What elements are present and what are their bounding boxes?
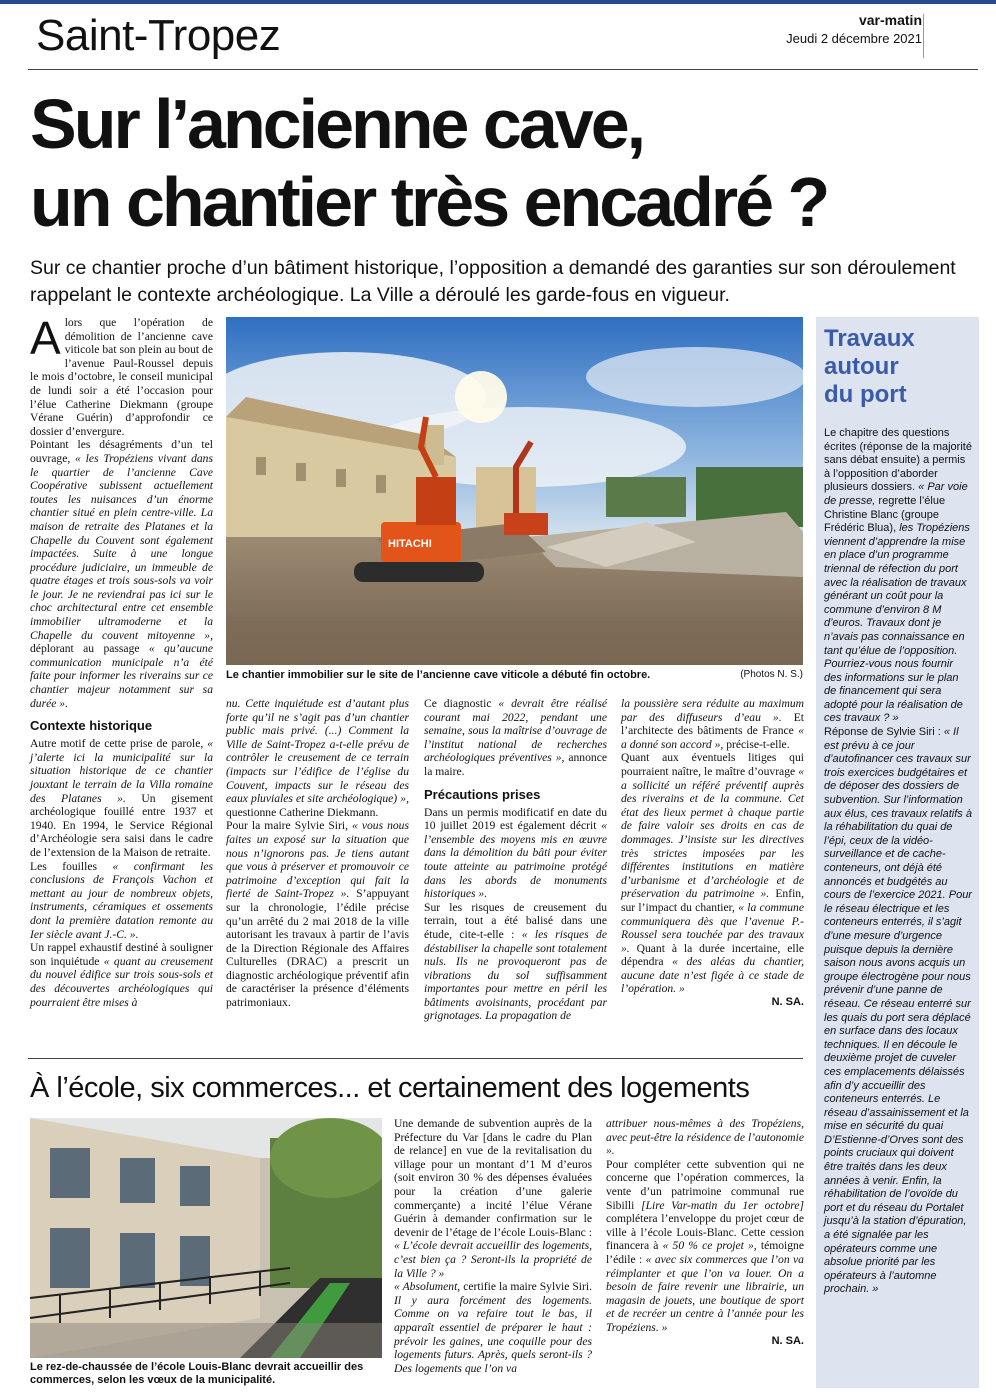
text: Réponse de Sylvie Siri :: [824, 726, 944, 739]
quote: « devrait être réalisé courant mai 2022, pendant une semaine, sous la maîtrise d’ouvrage de l’institut national de recherches archéologiques préventives »,: [424, 697, 607, 765]
article-column-4: [621, 697, 804, 1010]
paragraph: [824, 726, 972, 1297]
text: Le chapitre des questions écrites (réponse de la majorité sans débat ensuite) a permis à l’opposition d’aborder plusieurs dossiers.: [824, 427, 972, 494]
sidebar-title-line: Travaux: [824, 325, 915, 352]
paragraph: [606, 1158, 804, 1335]
photo-caption: [226, 669, 803, 681]
quote: Il y aura forcément des logements. Comme on va refaire tout le bas, il apparaît essentiel de préparer le haut : prévoir les gaines, une coquille pour des logements futurs. Après, quels seront-ils ? Des logements que l’on va: [394, 1293, 592, 1375]
quote: « l’ensemble des moyens mis en œuvre dans la démolition du bâti pour éviter toute atteinte au patrimoine protégé dans les abords de monuments historiques ».: [424, 819, 607, 901]
quote: « avec six commerces que l’on va réimplanter et que l’on va louer. On a besoin de faire revenir une librairie, un magasin de jouets, une boutique de sport et de recréer un centre à l’année pour les Tropéziens. »: [606, 1252, 804, 1334]
headline-line-1: Sur l’ancienne cave,: [30, 85, 644, 163]
text: Pointant les désagréments d’un tel ouvrage,: [30, 438, 213, 465]
paragraph: [424, 901, 607, 1023]
quote: « 50 % ce projet »,: [662, 1239, 757, 1253]
quote: « Absolument,: [394, 1280, 461, 1294]
text: Dans un permis modificatif en date du 10 juillet 2019 est également décrit: [424, 805, 607, 833]
photo-credit: (Photos N. S.): [740, 669, 803, 680]
reference: [Lire Var-matin du 1er octobre]: [641, 1198, 804, 1212]
construction-site-illustration: [226, 317, 803, 665]
paragraph: [226, 697, 409, 819]
quote: « la commune communiquera dès que l’avenue P.-Roussel sera touchée par des travaux ».: [621, 900, 804, 955]
text: Les fouilles: [30, 859, 113, 873]
header-rule: [28, 69, 978, 70]
article-column-1: [30, 312, 214, 1009]
quote: les Tropéziens viennent d’apprendre la mise en place d’un programme triennal de réfection du port avec la réalisation de travaux générant un coût pour la commune d’environ 8 M d’euros. Travaux dont je n’avais pas connaissance en tant qu’élue de l’opposition. Pourriez-vous nous fournir des informations sur le plan de financement qui sera adopté pour la réalisation de ces travaux ? »: [824, 522, 970, 725]
quote: « a donné son accord »,: [621, 724, 804, 751]
text: Ce diagnostic: [424, 697, 499, 710]
paragraph: [30, 438, 213, 710]
section-rule: [28, 1058, 803, 1059]
paragraph: [424, 806, 607, 901]
quote: « les Tropéziens vivant dans le quartier de l’ancienne Cave Coopérative subissent actuellement toutes les nuisances d’un énorme chantier situé en plein centre-ville. La maison de retraite des Platanes et la Chapelle du Couvent sont également impactées. Suite à une longue procédure judiciaire, un immeuble de quatre étages et trois sous-sols va voir le jour. Je ne reviendrai pas ici sur le choc architectural entre cet ensemble immobilier ultramoderne et la Chapelle du couvent mitoyenne »,: [30, 451, 213, 642]
text: Et l’architecte des bâtiments de France: [621, 710, 805, 738]
paragraph: [621, 751, 804, 996]
paragraph: [824, 427, 972, 726]
text: Quant à la durée incertaine, elle dépendra: [621, 941, 804, 969]
author-signature: N. SA.: [771, 1334, 804, 1347]
caption-text: Le chantier immobilier sur le site de l’ancienne cave viticole a débuté fin octobre.: [226, 669, 651, 681]
text: regrette l’élue Christine Blanc (groupe Frédéric Blua),: [824, 494, 946, 535]
text: certifie la maire Sylvie Siri.: [460, 1280, 592, 1294]
paragraph: [30, 941, 213, 1009]
paragraph: [394, 1117, 592, 1280]
section-title: Saint-Tropez: [36, 11, 281, 60]
article-column-2: [226, 697, 409, 1010]
sidebar-body: [824, 427, 972, 1297]
quote: « qu’aucune communication municipale n’a été faite pour informer les riverains sur ce chantier majeur notamment sur sa durée ».: [30, 642, 213, 710]
quote: « L’école devrait accueillir des logements, c’est bien ça ? Seront-ils la propriété de la Ville ? »: [394, 1239, 592, 1280]
school-photo: [30, 1118, 382, 1358]
construction-site-photo: [226, 317, 803, 665]
article2-column-1: [394, 1117, 592, 1375]
sidebar-title-line: autour: [824, 353, 899, 380]
quote: « confirmant les conclusions de François Vachon et mettant au jour de nombreux objets, instruments, céramiques et ossements dont la première datation remonte au Ier siècle avant J.-C. ».: [30, 859, 214, 941]
text: Pour compléter cette subvention qui ne concerne que l’opération commerces, la vente d’un patrimoine communal rue Sibilli: [606, 1157, 804, 1212]
sidebar-title-line: du port: [824, 381, 907, 408]
paragraph: [30, 737, 213, 859]
text: Quant aux éventuels litiges qui pourraient naître, le maître d’ouvrage: [621, 751, 804, 778]
paragraph: [424, 697, 607, 779]
school-photo-caption: Le rez-de-chaussée de l’école Louis-Blanc devrait accueillir des commerces, selon les vœux de la municipalité.: [30, 1361, 364, 1386]
top-color-bar: [0, 0, 996, 4]
text: S’appuyant sur la chronologie, l’édile précise qu’un arrêté du 2 mai 2018 de la ville autorisant les travaux à partir de l’avis de la Direction Régionale des Affaires Culturelles (DRAC) a prescrit un diagnostic archéologique préventif afin de caractériser la présence d’éléments patrimoniaux.: [226, 887, 409, 1010]
text: Un gisement archéologique fouillé entre 1937 et 1940. En 1994, le Service Régional d’Archéologie sera saisi dans le cadre de l’extension de la Maison de retraite.: [30, 791, 213, 859]
article-column-3: [424, 697, 607, 1023]
subheading: Précautions prises: [424, 786, 541, 802]
paragraph: [621, 697, 804, 751]
quote: « j’alerte ici la municipalité sur la situation historique de ce chantier jouxtant le terrain de la Villa romaine des Platanes ».: [30, 737, 213, 805]
sidebar-box: [816, 317, 979, 1388]
text: Une demande de subvention auprès de la Préfecture du Var [dans le cadre du Plan de relance] en vue de la revitalisation du village pour un montant d’1 M d’euros (soit environ 30 % des dépenses évaluées pour la création d’une galerie commerçante) a incité l’élue Vérane Guérin à demander confirmation sur le devenir de l’étage de l’école Louis-Blanc :: [394, 1117, 592, 1239]
text: précise-t-elle.: [723, 737, 790, 751]
quote: « vous nous faites un exposé sur la situation que nous n’ignorons pas. Je tiens autant que vous à préserver et promouvoir ce patrimoine d’exception qui fait la fierté de Saint-Tropez ».: [226, 819, 409, 901]
quote: « Il est prévu à ce jour d’autofinancer ces travaux sur trois exercices budgétaires et de déposer des dossiers de subvention. Sur l’information aux élus, ces travaux relatifs à la réhabilitation du quai de l’épi, ceux de la vidéo-surveillance et de cache-conteneurs, ont déjà été annoncés et budgétés au cours de l’exercice 2021. Pour le réseau électrique et les conteneurs enterrés, il s’agit d’une mesure d’urgence puisque depuis la dernière saison nous avons acquis un groupe électrogène pour nous prévenir d’une panne de réseau. Ce réseau enterré sur les quais du port sera déplacé en surface dans des locaux techniques. Il en découle le deuxième projet de cuveler ces emplacements délaissés afin d’y accueillir des conteneurs enterrés. Le réseau d’assainissement et la mise en sécurité du quai D’Estienne-d’Orves sont des points cruciaux qui doivent être traités dans les deux années à venir. Enfin, la réhabilitation de l’ovoïde du port et du réseau du Portalet jusqu’à la station d’épuration, a été signalée par les opérateurs comme une absolue priorité par les opérateurs à l’automne prochain. »: [824, 726, 972, 1296]
second-headline: À l’école, six commerces... et certainement des logements: [30, 1072, 750, 1104]
text: complétera l’enveloppe du projet cœur de ville à l’école Louis-Blanc. Cette cession financera à: [606, 1212, 804, 1253]
excavator-brand: HITACHI: [388, 538, 432, 550]
headline-line-2: un chantier très encadré ?: [30, 163, 828, 241]
paragraph: [226, 819, 409, 1009]
text: Un rappel exhaustif destiné à souligner son inquiétude: [30, 941, 213, 968]
dropcap: A: [30, 312, 61, 364]
paragraph: [30, 860, 213, 942]
headline: [30, 85, 970, 241]
text: déplorant au passage: [30, 642, 149, 656]
text: Pour la maire Sylvie Siri,: [226, 819, 353, 833]
text: Sur les risques de creusement du terrain, tout a été balisé dans une étude, cite-t-elle :: [424, 900, 607, 941]
quote: « Par voie de presse,: [824, 481, 968, 507]
text: Autre motif de cette prise de parole,: [30, 737, 208, 751]
text: témoigne l’édile :: [606, 1239, 804, 1266]
sidebar-title: [824, 325, 974, 409]
masthead: [786, 12, 922, 48]
text: lors que l’opération de démolition de l’ancienne cave viticole bat son plein au bout de l’avenue Paul-Roussel depuis le mois d’octobre, le conseil municipal de lundi soir a été l’occasion pour l’élue Catherine Diekmann (groupe Vérane Guérin) d’approfondir ce dossier d’envergure.: [30, 316, 213, 438]
text: annonce la maire.: [424, 751, 607, 778]
article2-column-2: [606, 1117, 804, 1348]
quote: « les risques de déstabiliser la chapelle sont totalement nuls. Ils ne provoqueront pas de vibrations du sol suffisamment importantes pour mettre en péril les bâtiments avoisinants, procédant par grignotages. La propagation de: [424, 927, 607, 1023]
paragraph: [394, 1280, 592, 1375]
paragraph: [30, 312, 213, 438]
paragraph: [606, 1117, 804, 1158]
quote: « des aléas du chantier, aucune date n’est figée à ce stade de l’opération. »: [621, 955, 804, 996]
masthead-divider: [923, 14, 924, 58]
quote: « a sollicité un référé préventif auprès des riverains et de la commune. Cet état des lieux permet à chaque partie de faire valoir ses droits en cas de dommages. J’insiste sur les directives très strictes imposées par les différentes institutions en matière d’urbanisme et d’archéologie et de préservation du patrimoine ».: [621, 764, 804, 901]
quote: nu. Cette inquiétude est d’autant plus forte qu’il ne s’agit pas d’un chantier public mais privé. (...) Comment la Ville de Saint-Tropez a-t-elle prévu de contrôler le creusement de ce terrain (impacts sur l’édifice de l’église du Couvent, impacts sur le réseau des eaux pluviales et site archéologique) »: [226, 697, 409, 806]
author-signature: N. SA.: [771, 996, 804, 1009]
quote: la poussière sera réduite au maximum par des diffuseurs d’eau ».: [621, 697, 804, 724]
subheading: Contexte historique: [30, 718, 153, 734]
quote: attribuer nous-mêmes à des Tropéziens, avec peut-être la résidence de l’autonomie ».: [606, 1117, 804, 1158]
brand-name: var-matin: [858, 12, 922, 28]
text: Enfin, sur l’impact du chantier,: [621, 887, 804, 914]
quote: « quant au creusement du nouvel édifice sur trois sous-sols et des découvertes archéologiques qui pourraient être mises à: [30, 954, 214, 1009]
school-illustration: [30, 1118, 382, 1358]
lede: Sur ce chantier proche d’un bâtiment historique, l’opposition a demandé des garanties sur son déroulement rappelant le contexte archéologique. La Ville a déroulé les garde-fous en vigueur.: [30, 257, 956, 306]
publication-date: Jeudi 2 décembre 2021: [786, 31, 922, 46]
text: , questionne Catherine Diekmann.: [226, 792, 409, 819]
